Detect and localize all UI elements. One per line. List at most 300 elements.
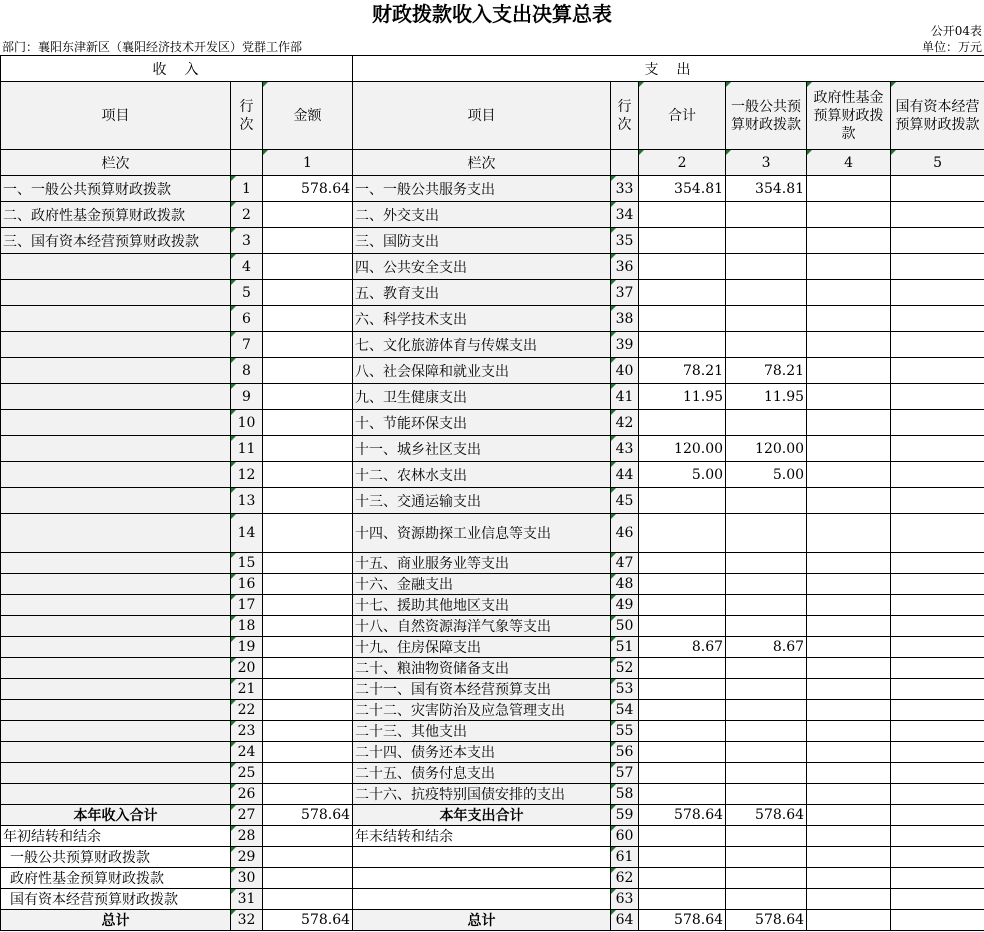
state-capital-amount: [891, 202, 984, 228]
state-capital-amount: [891, 721, 984, 742]
state-capital-amount: [891, 228, 984, 254]
fund-budget-amount: [807, 868, 891, 889]
expense-line-header: 行次: [611, 82, 639, 150]
income-item: [1, 784, 231, 805]
expense-item: 本年支出合计: [353, 805, 611, 826]
income-amount: 578.64: [263, 176, 353, 202]
expense-total: 578.64: [639, 805, 726, 826]
income-item: 总计: [1, 910, 231, 931]
general-budget-amount: [726, 574, 807, 595]
income-amount: [263, 280, 353, 306]
general-budget-amount: [726, 595, 807, 616]
state-capital-amount: [891, 616, 984, 637]
table-row: [1, 228, 984, 254]
expense-item: [353, 868, 611, 889]
table-row: [1, 202, 984, 228]
income-line-number: 5: [231, 280, 263, 306]
expense-item: 十五、商业服务业等支出: [353, 553, 611, 574]
expense-item: [353, 847, 611, 868]
fund-budget-amount: [807, 176, 891, 202]
general-budget-amount: [726, 254, 807, 280]
state-capital-amount: [891, 488, 984, 514]
expense-total: [639, 228, 726, 254]
income-amount: [263, 488, 353, 514]
income-line-number: 17: [231, 595, 263, 616]
income-line-number: 32: [231, 910, 263, 931]
fund-budget-amount: [807, 847, 891, 868]
expense-total: 5.00: [639, 462, 726, 488]
income-line-number: 9: [231, 384, 263, 410]
income-amount: [263, 679, 353, 700]
fund-budget-amount: [807, 280, 891, 306]
fund-budget-amount: [807, 826, 891, 847]
income-line-header: 行次: [231, 82, 263, 150]
expense-total: 578.64: [639, 910, 726, 931]
income-item: [1, 358, 231, 384]
column-number-2: 2: [639, 150, 726, 176]
fund-budget-amount: [807, 910, 891, 931]
expense-line-number: 60: [611, 826, 639, 847]
state-capital-amount: [891, 763, 984, 784]
general-budget-amount: [726, 742, 807, 763]
general-budget-amount: [726, 616, 807, 637]
state-capital-amount: [891, 847, 984, 868]
expense-item: 十一、城乡社区支出: [353, 436, 611, 462]
general-budget-amount: [726, 826, 807, 847]
income-item: 国有资本经营预算财政拨款: [1, 889, 231, 910]
expense-total: [639, 658, 726, 679]
income-item: 一、一般公共预算财政拨款: [1, 176, 231, 202]
income-line-number: 2: [231, 202, 263, 228]
income-amount: [263, 384, 353, 410]
expense-line-number: 51: [611, 637, 639, 658]
income-item: [1, 616, 231, 637]
expense-item: 十九、住房保障支出: [353, 637, 611, 658]
table-row: [1, 306, 984, 332]
expense-line-number: 37: [611, 280, 639, 306]
expense-line-number: 57: [611, 763, 639, 784]
general-budget-amount: 120.00: [726, 436, 807, 462]
table-row: [1, 488, 984, 514]
income-line-number: 12: [231, 462, 263, 488]
expense-line-number: 45: [611, 488, 639, 514]
income-item: [1, 488, 231, 514]
state-capital-amount: [891, 574, 984, 595]
state-capital-amount: [891, 658, 984, 679]
column-number-4: 4: [807, 150, 891, 176]
expense-line-number: 50: [611, 616, 639, 637]
state-capital-amount: [891, 889, 984, 910]
expense-line-blank: [611, 150, 639, 176]
income-line-number: 6: [231, 306, 263, 332]
expense-item: 年末结转和结余: [353, 826, 611, 847]
income-item: [1, 574, 231, 595]
section-row: [1, 56, 984, 82]
expense-item: 十八、自然资源海洋气象等支出: [353, 616, 611, 637]
expense-total: [639, 847, 726, 868]
fund-budget-amount: [807, 488, 891, 514]
income-amount: [263, 658, 353, 679]
fund-budget-amount: [807, 202, 891, 228]
income-line-blank: [231, 150, 263, 176]
general-budget-amount: [726, 889, 807, 910]
general-budget-amount: [726, 202, 807, 228]
page-title: 财政拨款收入支出决算总表: [372, 2, 612, 26]
income-line-number: 18: [231, 616, 263, 637]
state-capital-amount: [891, 436, 984, 462]
table-row: [1, 595, 984, 616]
expense-total: [639, 721, 726, 742]
state-capital-amount: [891, 637, 984, 658]
expense-total: [639, 202, 726, 228]
fund-budget-amount: [807, 254, 891, 280]
general-budget-amount: [726, 700, 807, 721]
expense-total: [639, 763, 726, 784]
expense-line-number: 56: [611, 742, 639, 763]
general-budget-amount: [726, 721, 807, 742]
income-amount: [263, 889, 353, 910]
income-item: [1, 436, 231, 462]
expense-item: 十三、交通运输支出: [353, 488, 611, 514]
general-budget-amount: 578.64: [726, 805, 807, 826]
income-amount: [263, 784, 353, 805]
table-row: [1, 805, 984, 826]
table-row: [1, 658, 984, 679]
expense-line-number: 61: [611, 847, 639, 868]
header-row: [1, 82, 984, 150]
general-budget-amount: [726, 847, 807, 868]
expense-line-number: 34: [611, 202, 639, 228]
income-line-number: 3: [231, 228, 263, 254]
state-capital-amount: [891, 410, 984, 436]
expense-line-number: 47: [611, 553, 639, 574]
expense-line-number: 42: [611, 410, 639, 436]
expense-total: [639, 826, 726, 847]
table-row: [1, 847, 984, 868]
general-budget-amount: [726, 410, 807, 436]
general-budget-amount: [726, 868, 807, 889]
form-number: 公开04表: [930, 24, 982, 38]
expense-item: 二十一、国有资本经营预算支出: [353, 679, 611, 700]
expense-total: [639, 280, 726, 306]
general-budget-amount: [726, 514, 807, 553]
income-line-number: 29: [231, 847, 263, 868]
expense-total: [639, 410, 726, 436]
income-line-number: 22: [231, 700, 263, 721]
state-capital-amount: [891, 784, 984, 805]
income-line-number: 14: [231, 514, 263, 553]
income-amount: [263, 847, 353, 868]
table-row: [1, 889, 984, 910]
expense-total: 120.00: [639, 436, 726, 462]
fund-budget-amount: [807, 410, 891, 436]
fund-budget-amount: [807, 228, 891, 254]
fund-budget-amount: [807, 763, 891, 784]
fund-budget-header: 政府性基金预算财政拨款: [807, 82, 891, 150]
table-row: [1, 574, 984, 595]
income-line-number: 25: [231, 763, 263, 784]
income-line-number: 31: [231, 889, 263, 910]
fund-budget-amount: [807, 514, 891, 553]
income-line-number: 20: [231, 658, 263, 679]
general-budget-amount: [726, 763, 807, 784]
income-amount: [263, 553, 353, 574]
income-amount: [263, 514, 353, 553]
fund-budget-amount: [807, 784, 891, 805]
state-capital-amount: [891, 700, 984, 721]
general-budget-amount: 354.81: [726, 176, 807, 202]
state-capital-amount: [891, 176, 984, 202]
fund-budget-amount: [807, 553, 891, 574]
income-amount: [263, 306, 353, 332]
income-column-label: 栏次: [1, 150, 231, 176]
expense-total: [639, 742, 726, 763]
expense-line-number: 41: [611, 384, 639, 410]
expense-line-number: 46: [611, 514, 639, 553]
income-amount: [263, 574, 353, 595]
income-item: [1, 679, 231, 700]
expense-line-number: 38: [611, 306, 639, 332]
expense-item: 总计: [353, 910, 611, 931]
general-budget-amount: [726, 658, 807, 679]
expense-item: 二十五、债务付息支出: [353, 763, 611, 784]
expense-item: 十六、金融支出: [353, 574, 611, 595]
expense-total: [639, 595, 726, 616]
expense-item: 五、教育支出: [353, 280, 611, 306]
expense-item: 十二、农林水支出: [353, 462, 611, 488]
income-line-number: 30: [231, 868, 263, 889]
expense-item: 二十三、其他支出: [353, 721, 611, 742]
income-amount: [263, 358, 353, 384]
state-capital-amount: [891, 462, 984, 488]
expense-total: 11.95: [639, 384, 726, 410]
state-capital-amount: [891, 332, 984, 358]
fund-budget-amount: [807, 805, 891, 826]
table-row: [1, 742, 984, 763]
table-row: [1, 826, 984, 847]
expense-line-number: 52: [611, 658, 639, 679]
income-amount: [263, 462, 353, 488]
expense-line-number: 49: [611, 595, 639, 616]
expense-total: [639, 784, 726, 805]
income-item: [1, 595, 231, 616]
income-item: [1, 280, 231, 306]
income-amount: 578.64: [263, 910, 353, 931]
table-row: [1, 910, 984, 931]
table-row: [1, 763, 984, 784]
table-row: [1, 784, 984, 805]
income-item: [1, 721, 231, 742]
income-amount: [263, 742, 353, 763]
expense-total: 78.21: [639, 358, 726, 384]
fiscal-summary-table: [0, 55, 984, 931]
expense-total: [639, 514, 726, 553]
income-line-number: 1: [231, 176, 263, 202]
income-line-number: 19: [231, 637, 263, 658]
income-item: [1, 306, 231, 332]
general-budget-amount: [726, 306, 807, 332]
income-line-number: 26: [231, 784, 263, 805]
general-budget-amount: 8.67: [726, 637, 807, 658]
income-item: 本年收入合计: [1, 805, 231, 826]
table-row: [1, 514, 984, 553]
expense-line-number: 59: [611, 805, 639, 826]
state-capital-amount: [891, 280, 984, 306]
income-item: 年初结转和结余: [1, 826, 231, 847]
income-item: [1, 514, 231, 553]
fund-budget-amount: [807, 679, 891, 700]
income-item: [1, 658, 231, 679]
state-capital-amount: [891, 805, 984, 826]
expense-total: [639, 616, 726, 637]
expense-item: 三、国防支出: [353, 228, 611, 254]
expense-total: [639, 700, 726, 721]
table-row: [1, 637, 984, 658]
expense-line-number: 64: [611, 910, 639, 931]
general-budget-amount: 5.00: [726, 462, 807, 488]
expense-total-header: 合计: [639, 82, 726, 150]
state-capital-amount: [891, 254, 984, 280]
expense-item: 九、卫生健康支出: [353, 384, 611, 410]
expense-column-label: 栏次: [353, 150, 611, 176]
expense-line-number: 33: [611, 176, 639, 202]
income-item: [1, 763, 231, 784]
income-item: 二、政府性基金预算财政拨款: [1, 202, 231, 228]
income-item: [1, 700, 231, 721]
fund-budget-amount: [807, 462, 891, 488]
income-amount: [263, 332, 353, 358]
expense-line-number: 43: [611, 436, 639, 462]
general-budget-amount: 11.95: [726, 384, 807, 410]
general-budget-amount: [726, 679, 807, 700]
expense-item: 二十四、债务还本支出: [353, 742, 611, 763]
fund-budget-amount: [807, 306, 891, 332]
expense-total: [639, 254, 726, 280]
expense-item: 一、一般公共服务支出: [353, 176, 611, 202]
expense-section-label: 支 出: [353, 56, 984, 82]
income-amount: [263, 763, 353, 784]
state-capital-header: 国有资本经营预算财政拨款: [891, 82, 984, 150]
expense-line-number: 40: [611, 358, 639, 384]
income-amount: [263, 202, 353, 228]
state-capital-amount: [891, 306, 984, 332]
general-budget-amount: [726, 228, 807, 254]
income-amount: [263, 868, 353, 889]
column-number-row: [1, 150, 984, 176]
expense-item: 四、公共安全支出: [353, 254, 611, 280]
income-item: [1, 637, 231, 658]
general-budget-amount: [726, 488, 807, 514]
expense-line-number: 62: [611, 868, 639, 889]
general-budget-amount: [726, 553, 807, 574]
expense-total: [639, 889, 726, 910]
income-amount: [263, 254, 353, 280]
income-line-number: 10: [231, 410, 263, 436]
income-amount: [263, 637, 353, 658]
income-amount: [263, 616, 353, 637]
income-section-label: 收 入: [1, 56, 353, 82]
income-amount: [263, 721, 353, 742]
expense-line-number: 36: [611, 254, 639, 280]
state-capital-amount: [891, 826, 984, 847]
income-line-number: 13: [231, 488, 263, 514]
table-row: [1, 384, 984, 410]
income-line-number: 8: [231, 358, 263, 384]
table-row: [1, 553, 984, 574]
fund-budget-amount: [807, 384, 891, 410]
income-amount: [263, 410, 353, 436]
general-budget-header: 一般公共预算财政拨款: [726, 82, 807, 150]
general-budget-amount: 578.64: [726, 910, 807, 931]
income-line-number: 24: [231, 742, 263, 763]
expense-item: 二、外交支出: [353, 202, 611, 228]
expense-total: [639, 488, 726, 514]
state-capital-amount: [891, 742, 984, 763]
fund-budget-amount: [807, 616, 891, 637]
column-number-3: 3: [726, 150, 807, 176]
fund-budget-amount: [807, 658, 891, 679]
expense-item-header: 项目: [353, 82, 611, 150]
income-line-number: 16: [231, 574, 263, 595]
expense-line-number: 39: [611, 332, 639, 358]
fund-budget-amount: [807, 332, 891, 358]
general-budget-amount: [726, 332, 807, 358]
state-capital-amount: [891, 910, 984, 931]
expense-line-number: 35: [611, 228, 639, 254]
table-row: [1, 436, 984, 462]
expense-line-number: 53: [611, 679, 639, 700]
income-line-number: 21: [231, 679, 263, 700]
expense-item: 二十二、灾害防治及应急管理支出: [353, 700, 611, 721]
table-row: [1, 462, 984, 488]
expense-total: [639, 679, 726, 700]
income-line-number: 28: [231, 826, 263, 847]
expense-item: 二十、粮油物资储备支出: [353, 658, 611, 679]
expense-total: [639, 306, 726, 332]
general-budget-amount: [726, 784, 807, 805]
income-line-number: 23: [231, 721, 263, 742]
state-capital-amount: [891, 358, 984, 384]
state-capital-amount: [891, 384, 984, 410]
income-amount: [263, 436, 353, 462]
table-row: [1, 254, 984, 280]
expense-line-number: 44: [611, 462, 639, 488]
expense-item: [353, 889, 611, 910]
expense-item: 七、文化旅游体育与传媒支出: [353, 332, 611, 358]
income-item: [1, 332, 231, 358]
table-row: [1, 358, 984, 384]
expense-item: 二十六、抗疫特别国债安排的支出: [353, 784, 611, 805]
income-item: 三、国有资本经营预算财政拨款: [1, 228, 231, 254]
expense-line-number: 48: [611, 574, 639, 595]
income-line-number: 27: [231, 805, 263, 826]
expense-item: 六、科学技术支出: [353, 306, 611, 332]
income-amount: [263, 595, 353, 616]
department-label: 部门：襄阳东津新区（襄阳经济技术开发区）党群工作部: [2, 40, 303, 54]
expense-total: [639, 574, 726, 595]
income-item: [1, 462, 231, 488]
income-amount: [263, 228, 353, 254]
income-amount: 578.64: [263, 805, 353, 826]
expense-line-number: 63: [611, 889, 639, 910]
income-item: 政府性基金预算财政拨款: [1, 868, 231, 889]
state-capital-amount: [891, 679, 984, 700]
state-capital-amount: [891, 868, 984, 889]
table-row: [1, 721, 984, 742]
fund-budget-amount: [807, 700, 891, 721]
income-item: [1, 384, 231, 410]
income-item: [1, 742, 231, 763]
